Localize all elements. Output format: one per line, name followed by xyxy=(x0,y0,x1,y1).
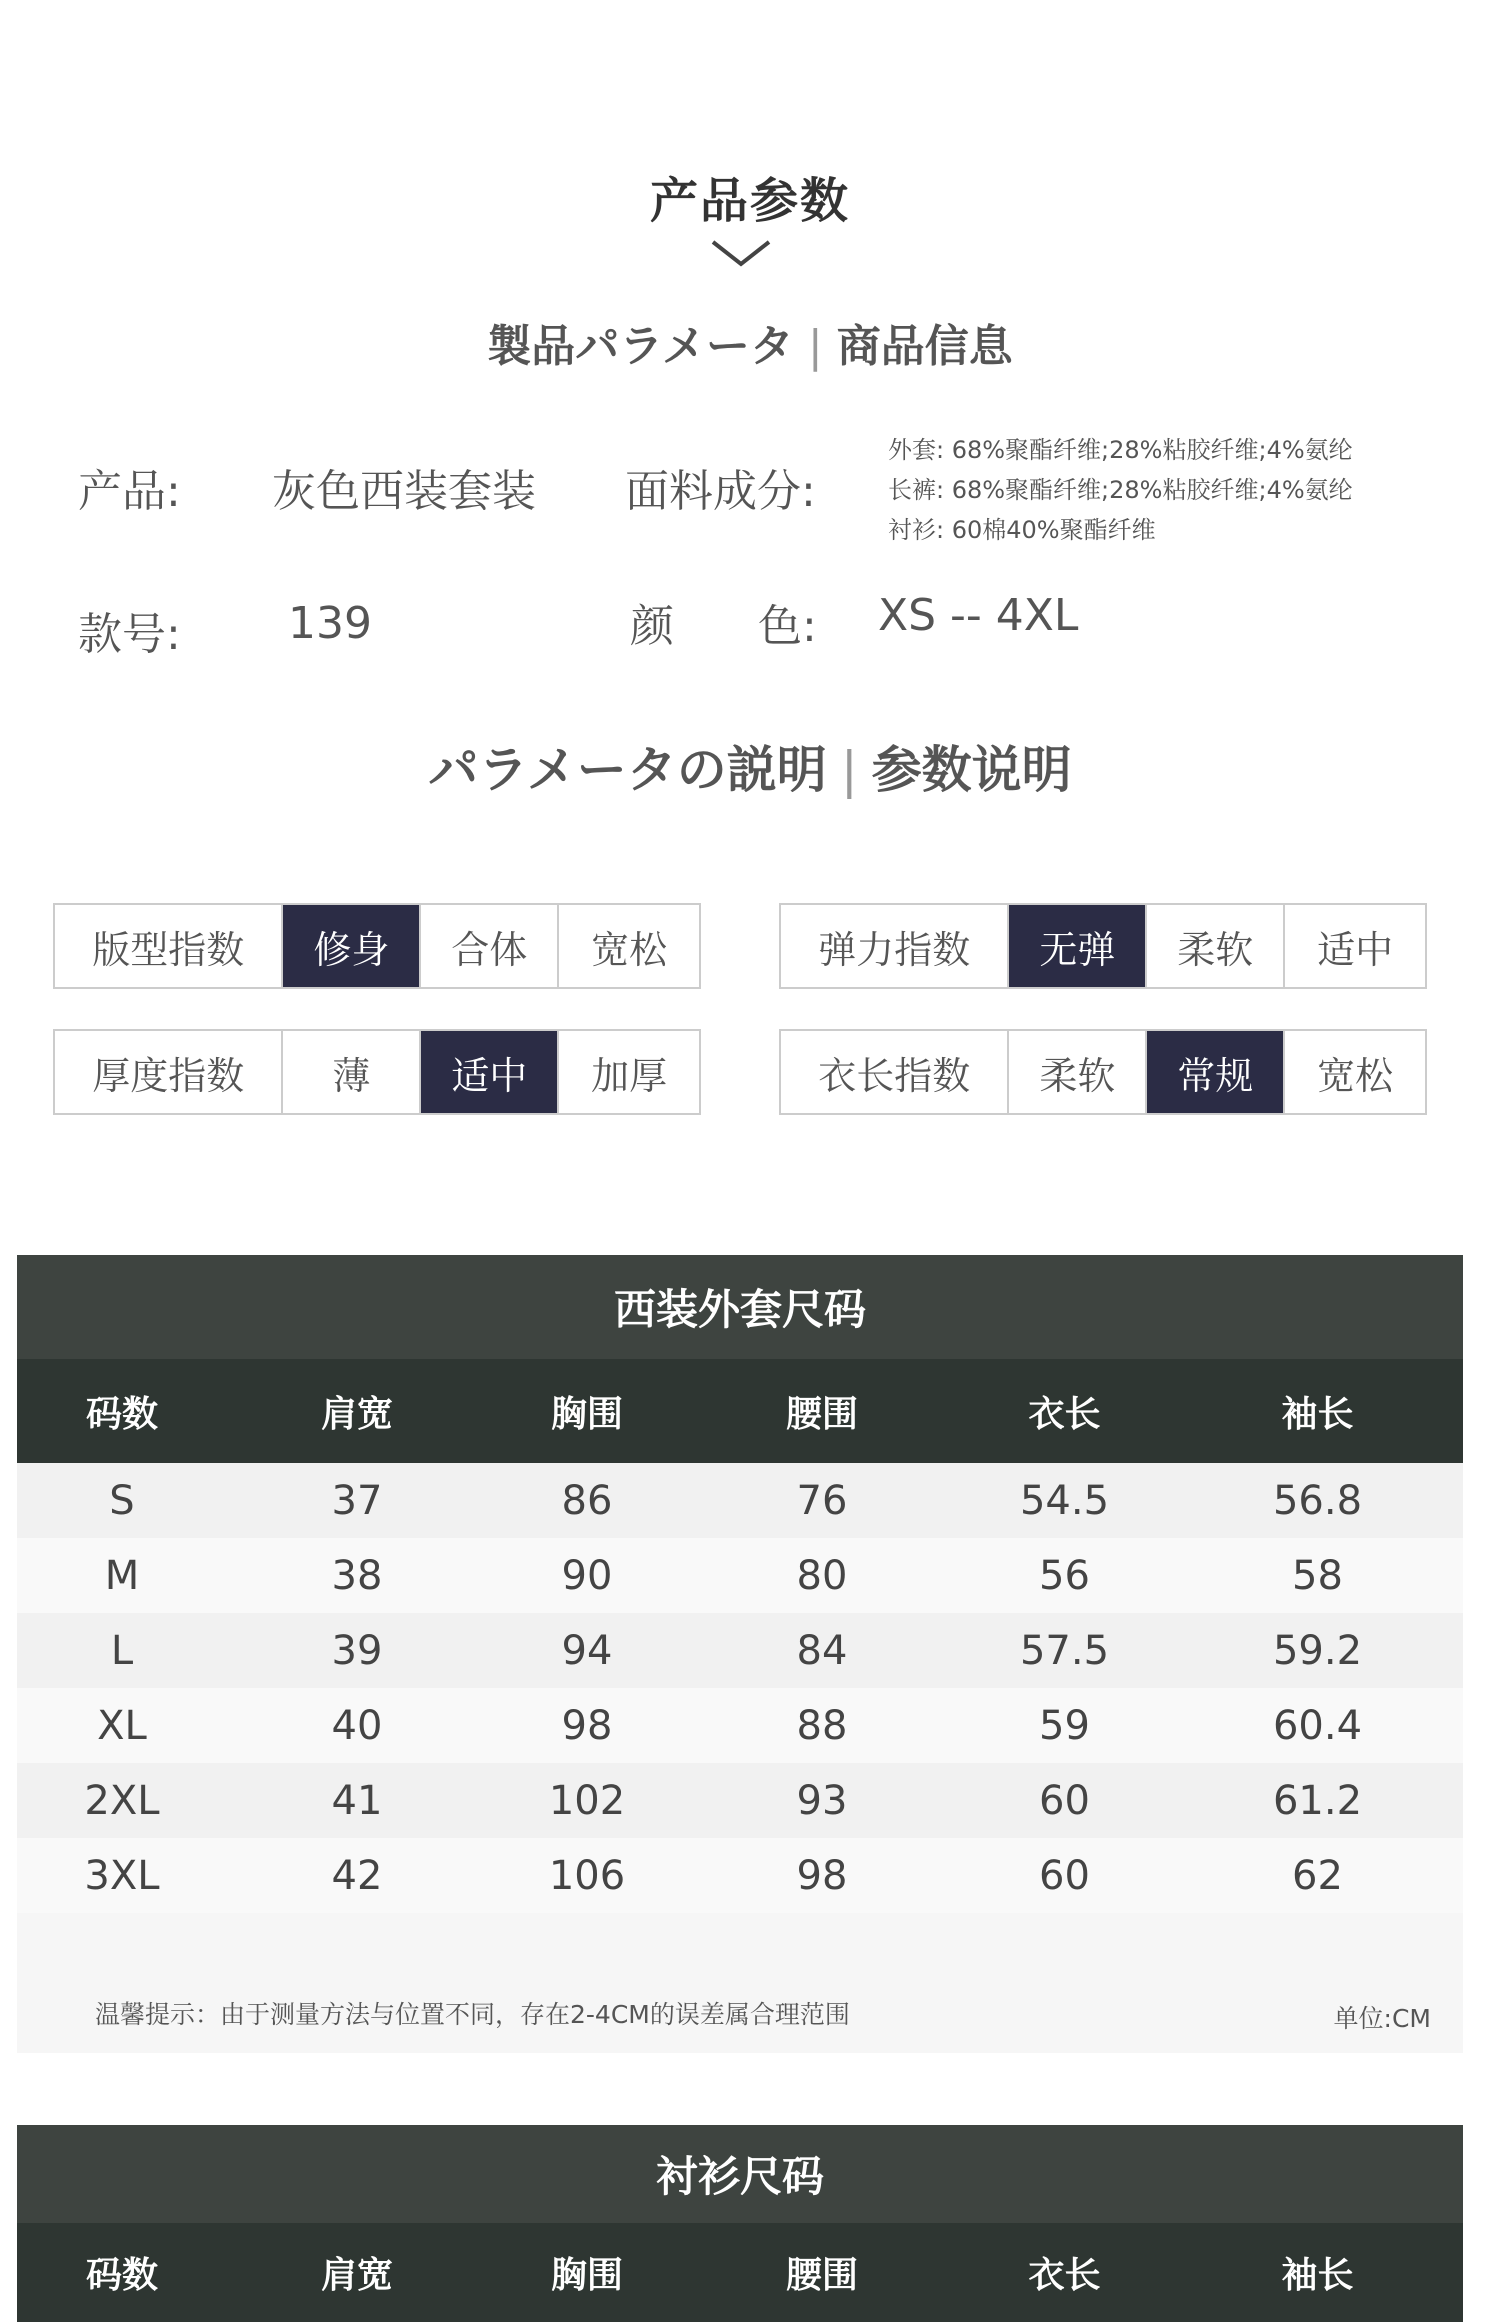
table-cell: 42 xyxy=(331,1852,383,1899)
table-cell: 3XL xyxy=(84,1852,160,1899)
unit-label: 单位:CM xyxy=(1333,2004,1431,2033)
header-cell: 肩宽 xyxy=(320,2255,393,2296)
section-subtitle xyxy=(0,310,1500,374)
table-cell: 98 xyxy=(561,1702,613,1749)
table-cell: S xyxy=(109,1477,135,1524)
table-cell: 94 xyxy=(561,1627,613,1674)
table-header xyxy=(17,2223,1463,2322)
table-cell: M xyxy=(104,1552,140,1599)
page-title: 产品参数 xyxy=(649,173,850,229)
index-option: 修身 xyxy=(281,905,419,987)
section2-jp: パラメータの説明 xyxy=(428,741,827,799)
table-cell: 38 xyxy=(331,1552,383,1599)
index-option: 合体 xyxy=(419,905,557,987)
index-row-thickness xyxy=(53,1029,701,1115)
index-option: 柔软 xyxy=(1007,1031,1145,1113)
table-cell: 80 xyxy=(796,1552,848,1599)
table-cell: 86 xyxy=(561,1477,613,1524)
section-title-params xyxy=(0,730,1500,802)
index-option: 薄 xyxy=(281,1031,419,1113)
section2-separator: | xyxy=(840,741,858,799)
materials-list xyxy=(888,430,1353,550)
header-cell: 腰围 xyxy=(785,2255,858,2296)
table-cell: 102 xyxy=(548,1777,626,1824)
table-cell: 93 xyxy=(796,1777,848,1824)
index-option: 柔软 xyxy=(1145,905,1283,987)
table-cell: 2XL xyxy=(84,1777,160,1824)
index-option: 宽松 xyxy=(557,905,699,987)
table-body xyxy=(17,1463,1463,1913)
table-cell: 60.4 xyxy=(1272,1702,1363,1749)
header-cell: 袖长 xyxy=(1281,2255,1354,2296)
index-option: 宽松 xyxy=(1283,1031,1425,1113)
model-value: 139 xyxy=(288,598,372,649)
table-cell: 88 xyxy=(796,1702,848,1749)
header-cell: 衣长 xyxy=(1028,2255,1101,2296)
table-cell: 56.8 xyxy=(1272,1477,1363,1524)
table-cell: XL xyxy=(97,1702,147,1749)
subtitle-separator: | xyxy=(807,321,823,372)
color-value: XS -- 4XL xyxy=(878,590,1079,641)
index-option: 适中 xyxy=(1283,905,1425,987)
table-cell: 60 xyxy=(1039,1777,1090,1824)
table-cell: 56 xyxy=(1039,1552,1090,1599)
header-cell: 码数 xyxy=(85,2255,158,2296)
index-row-length xyxy=(779,1029,1427,1115)
table-row xyxy=(17,1838,1463,1913)
index-option: 适中 xyxy=(419,1031,557,1113)
table-title: 衬衫尺码 xyxy=(17,2125,1463,2223)
header-cell: 肩宽 xyxy=(320,1393,393,1435)
subtitle-jp: 製品パラメータ xyxy=(487,321,794,372)
table-row xyxy=(17,1538,1463,1613)
table-cell: 76 xyxy=(796,1477,848,1524)
table-cell: 57.5 xyxy=(1019,1627,1110,1674)
product-label: 产品: xyxy=(78,466,181,517)
color-label-1: 颜 xyxy=(630,601,674,652)
jacket-size-table xyxy=(17,1255,1463,2053)
index-label: 版型指数 xyxy=(92,927,245,972)
header-cell: 袖长 xyxy=(1281,1393,1354,1435)
table-footer xyxy=(17,1913,1463,2053)
table-row xyxy=(17,1688,1463,1763)
table-cell: 37 xyxy=(331,1477,383,1524)
header-cell: 胸围 xyxy=(550,2255,623,2296)
chevron-down-icon xyxy=(709,236,773,270)
shirt-size-table xyxy=(17,2125,1463,2322)
model-label: 款号: xyxy=(78,609,181,660)
table-row xyxy=(17,1463,1463,1538)
product-value: 灰色西装套装 xyxy=(272,466,536,517)
color-label-2: 色: xyxy=(758,601,817,652)
table-header xyxy=(17,1359,1463,1463)
table-cell: 41 xyxy=(331,1777,383,1824)
table-row xyxy=(17,1613,1463,1688)
subtitle-cn: 商品信息 xyxy=(836,321,1013,372)
table-cell: 90 xyxy=(561,1552,613,1599)
header-cell: 腰围 xyxy=(785,1393,858,1435)
table-cell: 62 xyxy=(1292,1852,1343,1899)
table-cell: 106 xyxy=(548,1852,626,1899)
table-cell: 54.5 xyxy=(1019,1477,1110,1524)
section2-cn: 参数说明 xyxy=(871,741,1072,799)
index-label: 衣长指数 xyxy=(818,1053,971,1098)
table-cell: 98 xyxy=(796,1852,848,1899)
header-cell: 衣长 xyxy=(1028,1393,1101,1435)
table-cell: 39 xyxy=(331,1627,383,1674)
table-row xyxy=(17,1763,1463,1838)
table-cell: L xyxy=(110,1627,134,1674)
table-cell: 59 xyxy=(1039,1702,1090,1749)
table-cell: 40 xyxy=(331,1702,383,1749)
table-cell: 60 xyxy=(1039,1852,1090,1899)
index-option: 常规 xyxy=(1145,1031,1283,1113)
material-line-jacket: 外套: 68%聚酯纤维;28%粘胶纤维;4%氨纶 xyxy=(888,436,1353,464)
index-option: 加厚 xyxy=(557,1031,699,1113)
table-title: 西装外套尺码 xyxy=(17,1255,1463,1359)
index-row-fit xyxy=(53,903,701,989)
table-cell: 61.2 xyxy=(1272,1777,1363,1824)
index-option: 无弹 xyxy=(1007,905,1145,987)
table-cell: 58 xyxy=(1292,1552,1343,1599)
index-row-stretch xyxy=(779,903,1427,989)
material-line-pants: 长裤: 68%聚酯纤维;28%粘胶纤维;4%氨纶 xyxy=(888,476,1353,504)
index-label: 弹力指数 xyxy=(818,927,971,972)
table-cell: 84 xyxy=(796,1627,848,1674)
fabric-label: 面料成分: xyxy=(625,466,816,517)
header-cell: 码数 xyxy=(85,1393,158,1435)
index-label: 厚度指数 xyxy=(92,1053,245,1098)
header-cell: 胸围 xyxy=(550,1393,623,1435)
table-cell: 59.2 xyxy=(1272,1627,1363,1674)
measurement-note: 温馨提示：由于测量方法与位置不同，存在2-4CM的误差属合理范围 xyxy=(95,2000,850,2029)
material-line-shirt: 衬衫: 60棉40%聚酯纤维 xyxy=(888,516,1156,544)
